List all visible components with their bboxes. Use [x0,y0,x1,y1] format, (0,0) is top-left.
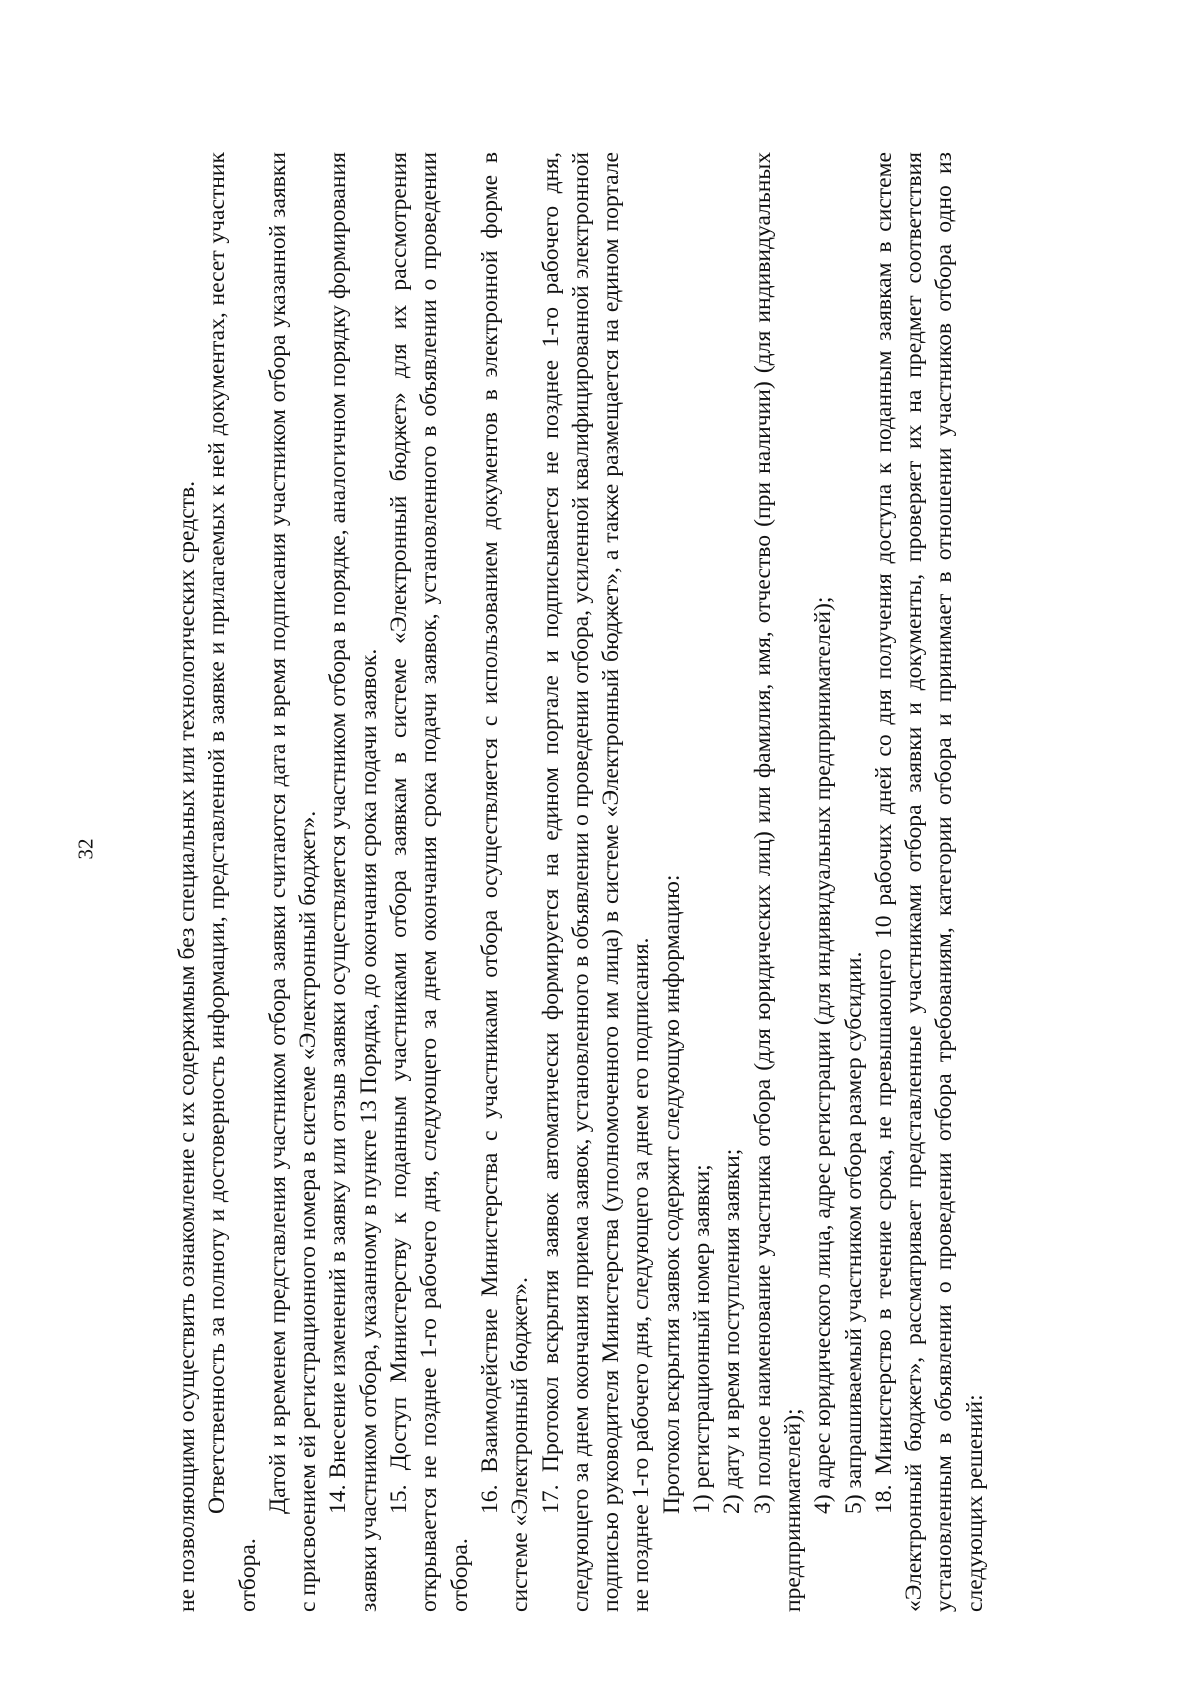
paragraph-item-14: 14. Внесение изменений в заявку или отзыв заявки осуществляется участником отбора в порядке, аналогичном порядку формирования заявки участником отбора, указанному в пункте 13 Порядка, до окончания срока подачи заявок. [325,152,382,1612]
paragraph-continuation: не позволяющими осуществить ознакомление с их содержимым без специальных или технологических средств. [174,480,200,1612]
paragraph-protocol-intro: Протокол вскрытия заявок содержит следующую информацию: [658,874,685,1514]
paragraph-submission-date: Датой и временем представления участником отбора заявки считаются дата и время подписания участником отбора указанной заявки с присвоением ей регистрационного номера в системе «Электронный бюджет». [264,152,322,1612]
paragraph-item-18: 18. Министерство в течение срока, не превышающего 10 рабочих дней со дня получения доступа к поданным заявкам в системе «Электронный бюджет», рассматривает представленные участниками отбора заявки и документы, проверяет их на предмет соответствия установленным в объявлении о проведении отбора требованиям, категории отбора и принимает в отношении участников отбора одно из следующих решений: [870,152,988,1612]
list-item-3: 3) полное наименование участника отбора (для юридических лиц) или фамилия, имя, отчество (при наличии) (для индивидуальных предпринимателей); [749,152,806,1612]
list-item-2: 2) дату и время поступления заявки; [719,1148,746,1514]
paragraph-responsibility: Ответственность за полноту и достоверность информации, представленной в заявке и прилагаемых к ней документах, несет участник отбора. [204,152,261,1612]
paragraph-item-15: 15. Доступ Министерству к поданным участниками отбора заявкам в системе «Электронный бюджет» для их рассмотрения открывается не позднее 1-го рабочего дня, следующего за днем окончания срока подачи заявок, установленного в объявлении о проведении отбора. [386,152,473,1612]
document-body [172,152,990,1612]
list-item-5: 5) запрашиваемый участником отбора размер субсидии. [840,951,867,1514]
list-item-4: 4) адрес юридического лица, адрес регистрации (для индивидуальных предпринимателей); [810,596,837,1514]
paragraph-item-17: 17. Протокол вскрытия заявок автоматически формируется на едином портале и подписывается не позднее 1-го рабочего дня, следующего за днем окончания приема заявок, установленного в объявлении о проведении отбора, усиленной квалифицированной электронной подписью руководителя Министерства (уполномоченного им лица) в системе «Электронный бюджет», а также размещается на едином портале не позднее 1-го рабочего дня, следующего за днем его подписания. [537,152,655,1612]
list-item-1: 1) регистрационный номер заявки; [689,1164,716,1514]
paragraph-item-16: 16. Взаимодействие Министерства с участниками отбора осуществляется с использованием документов в электронной форме в системе «Электронный бюджет». [476,152,534,1612]
page-number: 32 [73,838,98,860]
